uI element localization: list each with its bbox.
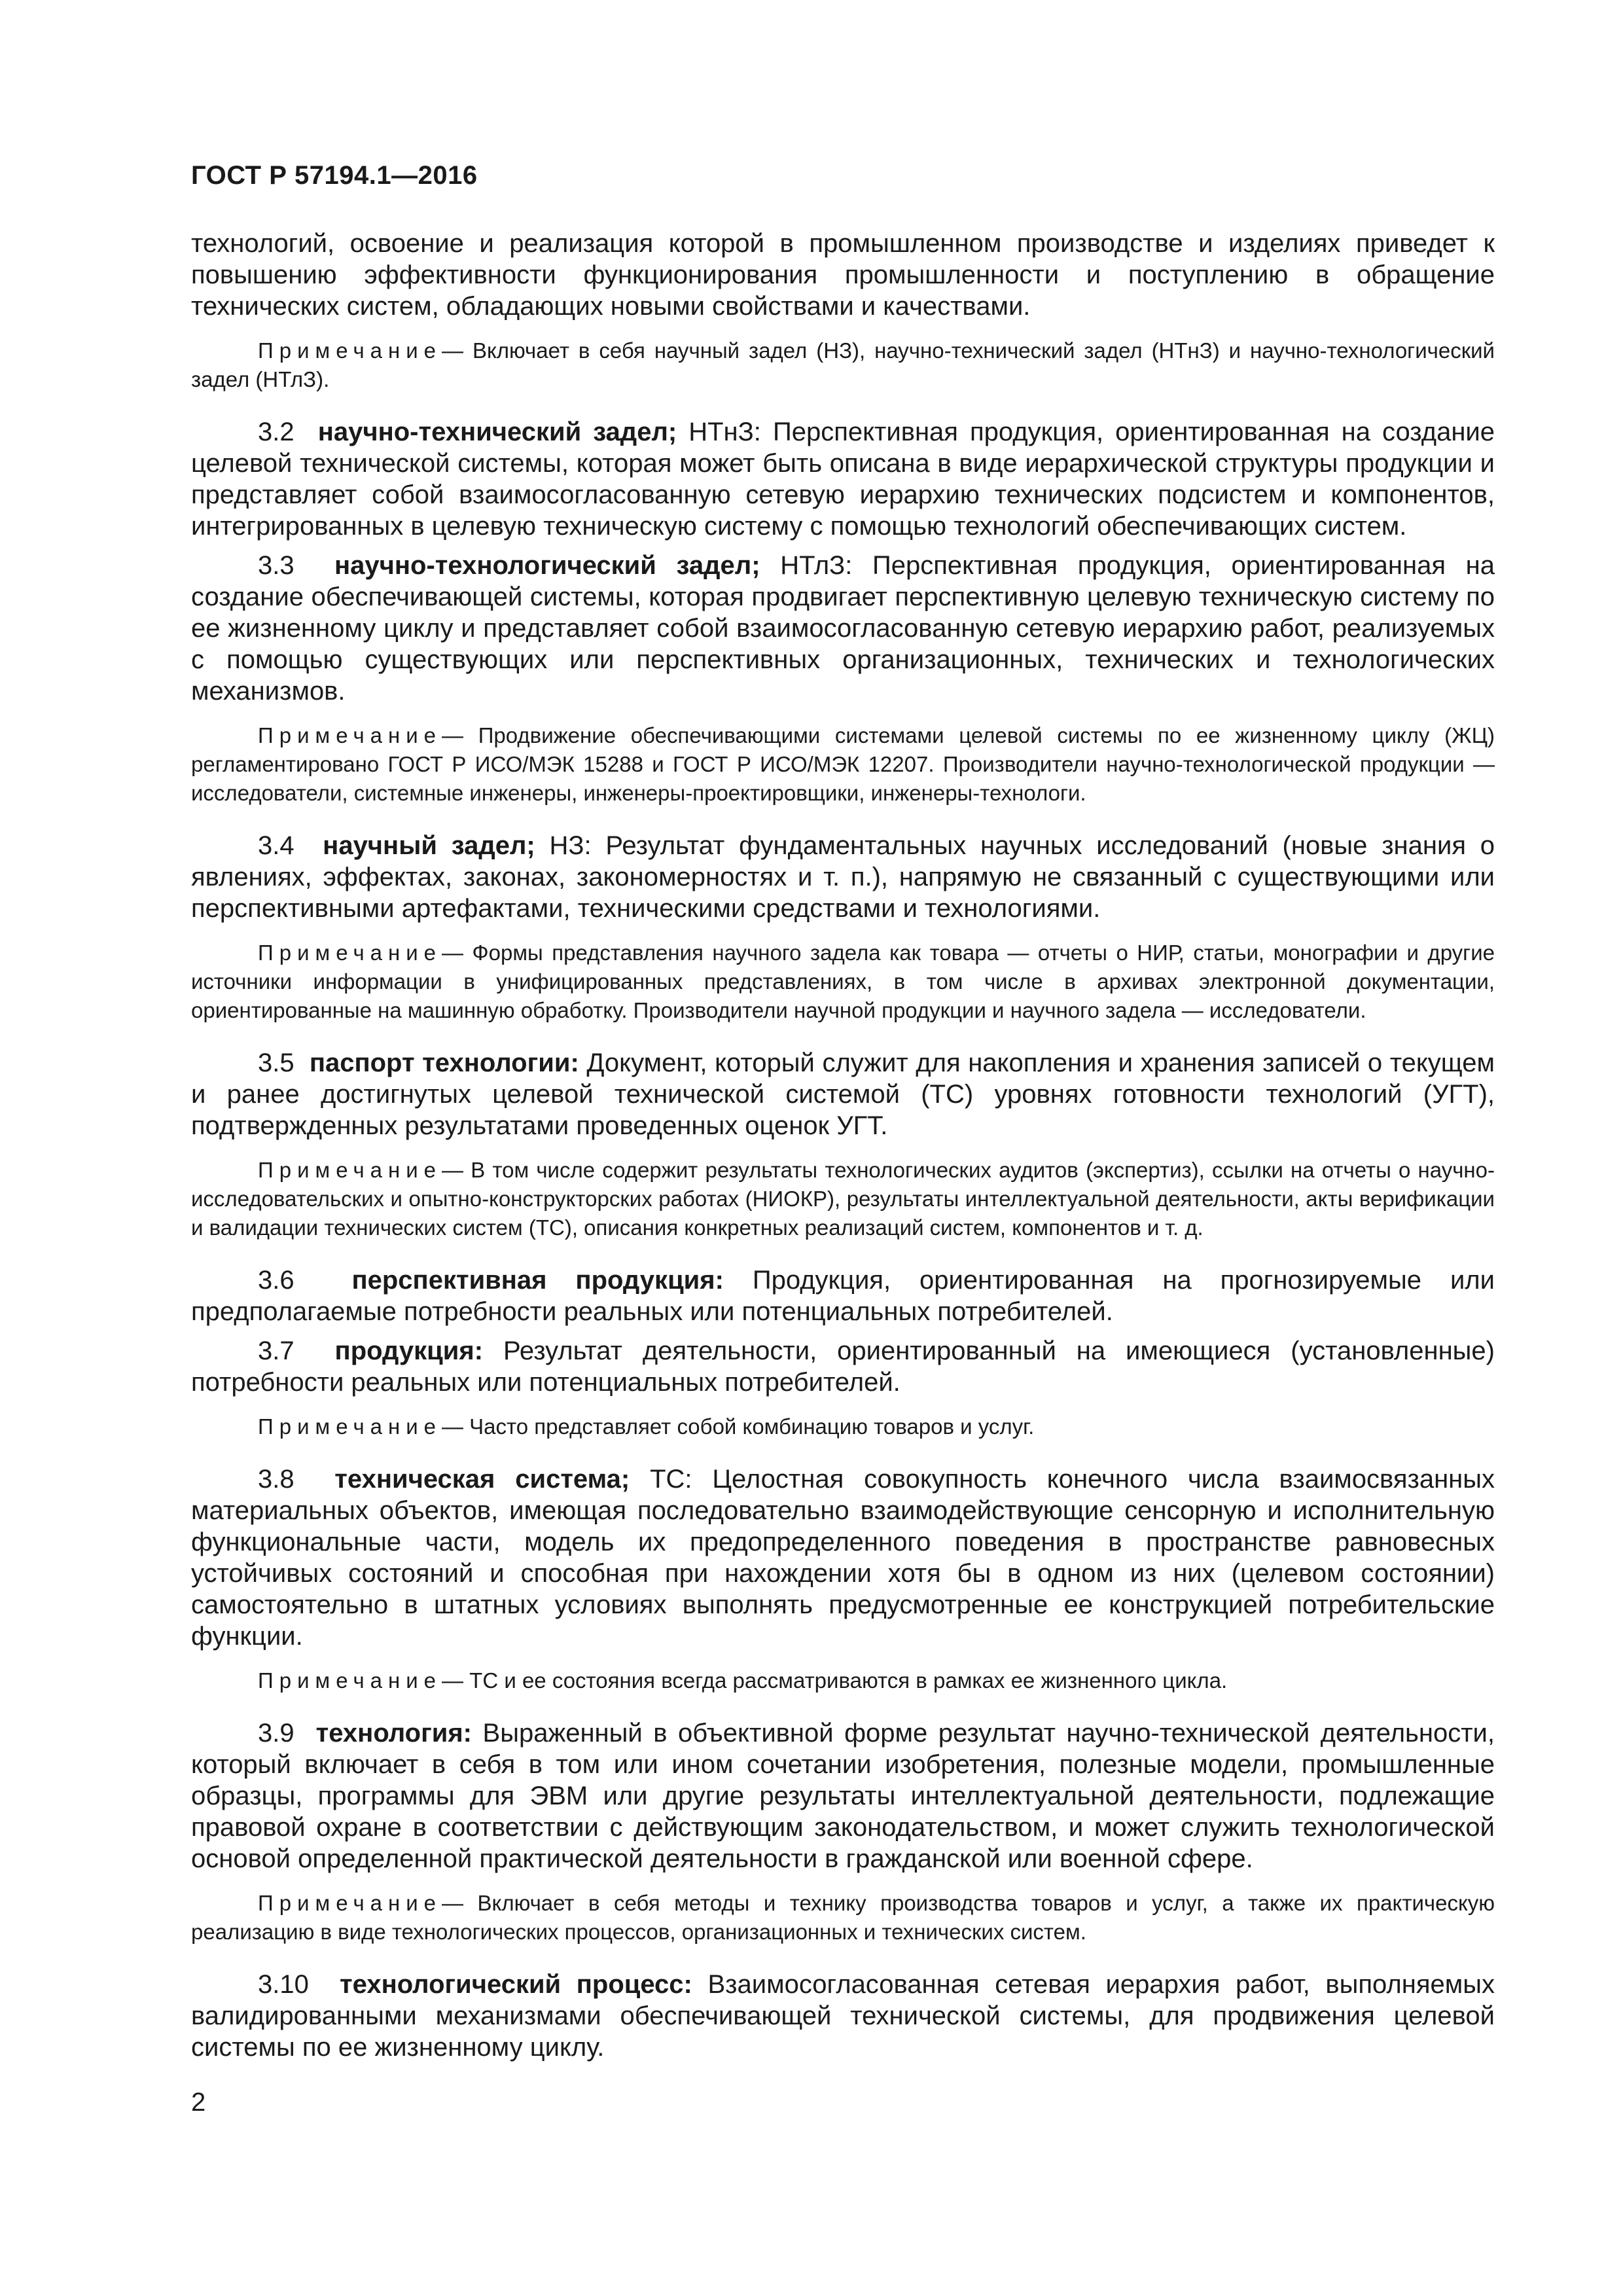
term-number: 3.6 — [258, 1266, 294, 1295]
note-label: Примечание — [258, 723, 442, 747]
term-3-5 — [191, 1047, 1495, 1141]
term-number: 3.10 — [258, 1970, 309, 1999]
term-definition: Выраженный в объективной форме результат научно-технической деятельности, который включает в себя в том или ином сочетании изобретения, полезные модели, промышленные образцы, программы для ЭВМ или другие результаты интеллектуальной деятельности, подлежащие правовой охране в соответствии с действующим законодательством, и может служить технологической основой определенной практической деятельности в гражданской или военной сфере. — [191, 1719, 1495, 1873]
term-definition: Взаимосогласованная сетевая иерархия работ, выполняемых валидированными механизмами обеспечивающей технической системы, для продвижения целевой системы по ее жизненному циклу. — [191, 1970, 1495, 2062]
term-abbr: НТнЗ: — [677, 418, 761, 446]
note-text: — Включает в себя методы и технику производства товаров и услуг, а также их практическую реализацию в виде технологических процессов, организационных и технических систем. — [191, 1891, 1495, 1944]
term-definition: Документ, который служит для накопления и хранения записей о текущем и ранее достигнутых целевой технической системой (ТС) уровнях готовности технологий (УГТ), подтвержденных результатами проведенных оценок УГТ. — [191, 1049, 1495, 1140]
note-3-8 — [191, 1666, 1495, 1695]
note-3-5 — [191, 1156, 1495, 1242]
term-definition: Результат деятельности, ориентированный на имеющиеся (установленные) потребности реальных или потенциальных потребителей. — [191, 1336, 1495, 1397]
note-label: Примечание — [258, 1414, 442, 1439]
term-3-4 — [191, 830, 1495, 924]
term-abbr: ТС: — [630, 1465, 692, 1494]
note-label: Примечание — [258, 1668, 442, 1693]
note-text: — Продвижение обеспечивающими системами целевой системы по ее жизненному циклу (ЖЦ) регламентировано ГОСТ Р ИСО/МЭК 15288 и ГОСТ Р ИСО/МЭК 12207. Производители научно-технологической продукции — исследователи, системные инженеры, инженеры-проектировщики, инженеры-технологи. — [191, 723, 1495, 805]
note-text: — Формы представления научного задела как товара — отчеты о НИР, статьи, монографии и другие источники информации в унифицированных представлениях, в том числе в архивах электронной документации, ориентированные на машинную обработку. Производители научной продукции и научного задела — исследователи. — [191, 941, 1495, 1022]
document-header: ГОСТ Р 57194.1—2016 — [191, 161, 478, 190]
term-definition: Перспективная продукция, ориентированная на создание обеспечивающей системы, которая продвигает перспективную целевую техническую систему по ее жизненному циклу и представляет собой взаимосогласованную сетевую иерархию работ, реализуемых с помощью существующих или перспективных организационных, технических и технологических механизмов. — [191, 551, 1495, 706]
term-title: технологический процесс: — [340, 1970, 692, 1999]
term-abbr: НТлЗ: — [760, 551, 853, 580]
term-number: 3.2 — [258, 418, 294, 446]
term-3-9 — [191, 1717, 1495, 1874]
term-definition: Целостная совокупность конечного числа взаимосвязанных материальных объектов, имеющая последовательно взаимодействующие сенсорную и исполнительную функциональные части, модель их предопределенного поведения в пространстве равновесных устойчивых состояний и способная при нахождении хотя бы в одном из них (целевом состоянии) самостоятельно в штатных условиях выполнять предусмотренные ее конструкцией потребительские функции. — [191, 1465, 1495, 1651]
term-3-7 — [191, 1335, 1495, 1398]
term-abbr: НЗ: — [535, 831, 592, 860]
term-definition: Перспективная продукция, ориентированная на создание целевой технической системы, которая может быть описана в виде иерархической структуры продукции и представляет собой взаимосогласованную сетевую иерархию технических подсистем и компонентов, интегрированных в целевую техническую систему с помощью технологий обеспечивающих систем. — [191, 418, 1495, 541]
term-title: продукция: — [334, 1336, 484, 1365]
term-3-6 — [191, 1265, 1495, 1327]
term-number: 3.9 — [258, 1719, 294, 1748]
term-title: научно-технологический задел; — [334, 551, 760, 580]
term-3-3 — [191, 550, 1495, 707]
document-body — [191, 228, 1495, 2063]
note-intro — [191, 336, 1495, 394]
term-3-10 — [191, 1969, 1495, 2063]
term-number: 3.4 — [258, 831, 294, 860]
note-text: — В том числе содержит результаты технологических аудитов (экспертиз), ссылки на отчеты о научно-исследовательских и опытно-конструкторских работах (НИОКР), результаты интеллектуальной деятельности, акты верификации и валидации технических систем (ТС), описания конкретных реализаций систем, компонентов и т. д. — [191, 1158, 1495, 1240]
term-title: перспективная продукция: — [351, 1266, 724, 1295]
note-label: Примечание — [258, 1891, 442, 1915]
term-number: 3.5 — [258, 1049, 294, 1077]
note-text: — Включает в себя научный задел (НЗ), научно-технический задел (НТнЗ) и научно-технологический задел (НТлЗ). — [191, 338, 1495, 391]
term-title: паспорт технологии: — [309, 1049, 579, 1077]
note-label: Примечание — [258, 338, 442, 363]
term-definition: Продукция, ориентированная на прогнозируемые или предполагаемые потребности реальных или потенциальных потребителей. — [191, 1266, 1495, 1326]
term-title: техническая система; — [334, 1465, 630, 1494]
note-text: — ТС и ее состояния всегда рассматриваются в рамках ее жизненного цикла. — [442, 1668, 1228, 1693]
term-number: 3.7 — [258, 1336, 294, 1365]
term-title: научный задел; — [323, 831, 535, 860]
note-text: — Часто представляет собой комбинацию товаров и услуг. — [442, 1414, 1035, 1439]
term-number: 3.3 — [258, 551, 294, 580]
term-3-2 — [191, 416, 1495, 542]
note-3-9 — [191, 1889, 1495, 1946]
term-definition: Результат фундаментальных научных исследований (новые знания о явлениях, эффектах, законах, закономерностях и т. п.), напрямую не связанный с существующими или перспективными артефактами, техническими средствами и технологиями. — [191, 831, 1495, 923]
note-3-7 — [191, 1412, 1495, 1441]
term-3-8 — [191, 1463, 1495, 1652]
term-title: технология: — [315, 1719, 473, 1748]
term-number: 3.8 — [258, 1465, 294, 1494]
note-label: Примечание — [258, 1158, 442, 1182]
page-number: 2 — [191, 2088, 206, 2117]
note-3-4 — [191, 939, 1495, 1025]
term-title: научно-технический задел; — [317, 418, 677, 446]
intro-paragraph: технологий, освоение и реализация которой в промышленном производстве и изделиях приведет к повышению эффективности функционирования промышленности и поступлению в обращение технических систем, обладающих новыми свойствами и качествами. — [191, 229, 1495, 321]
note-3-3 — [191, 721, 1495, 808]
note-label: Примечание — [258, 941, 442, 965]
